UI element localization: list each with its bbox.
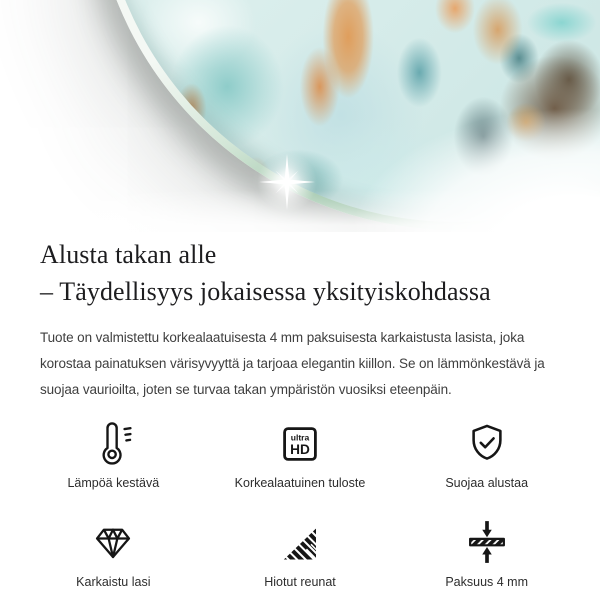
feature-item-tempered-glass [20,518,207,589]
feature-item-protects-surface [393,419,580,490]
section-title-line1: Alusta takan alle [40,240,217,269]
thickness-arrows-icon [465,518,509,564]
feature-item-polished-edges [207,518,394,589]
diamond-icon [92,518,134,564]
sparkle-icon [255,150,319,214]
feature-item-ultra-hd-print [207,419,394,490]
feature-label: Korkealaatuinen tuloste [234,476,366,490]
feature-grid [0,419,600,589]
ultra-hd-text-top: ultra [290,432,310,443]
ultra-hd-icon [279,419,321,465]
feature-label: Lämpöä kestävä [67,476,160,490]
feature-label: Paksuus 4 mm [445,575,528,589]
product-hero-image [0,0,600,232]
section-description: Tuote on valmistettu korkealaatuisesta 4 mm paksuisesta karkaistusta lasista, joka korostaa painatuksen värisyvyyttä ja tarjoaa elegantin kiillon. Se on lämmönkestävä ja suojaa vaurioilta, joten se turvaa takan ympäristön vuosiksi eteenpäin. [40,330,545,397]
feature-label: Karkaistu lasi [76,575,151,589]
section-title-line2: – Täydellisyys jokaisessa yksityiskohdassa [40,277,491,306]
thermometer-icon [91,419,135,465]
feature-item-thickness [393,518,580,589]
ultra-hd-text-bottom: HD [290,442,310,458]
glass-edge [91,0,600,230]
feature-label: Suojaa alustaa [445,476,529,490]
marble-artwork [99,0,600,222]
feature-item-heat-resistant [20,419,207,490]
feature-label: Hiotut reunat [264,575,336,589]
shield-check-icon [465,419,509,465]
section-title [40,236,560,310]
polished-edge-icon [280,518,320,564]
